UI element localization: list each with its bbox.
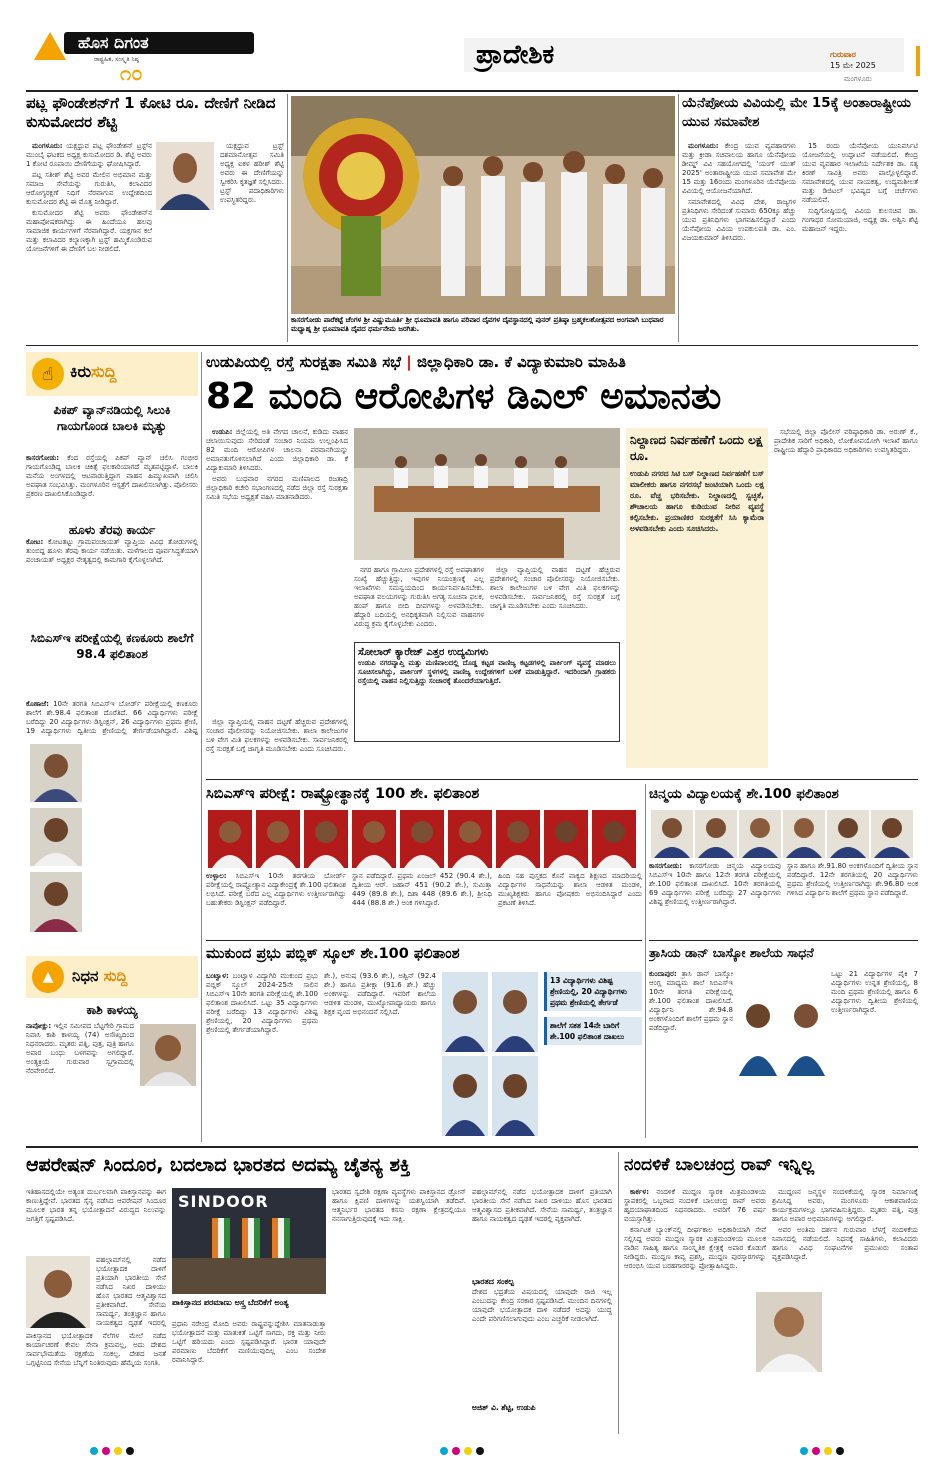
cyan-dot: [800, 1447, 808, 1455]
masthead-logo: [34, 32, 254, 85]
kirusuddi-section: [26, 352, 198, 396]
paragraph: ಸಮಾವೇಶದಲ್ಲಿ ವಿವಿಧ ದೇಶ, ರಾಜ್ಯಗಳ ಪ್ರತಿನಿಧಿಗಳು ಸೇರಿದಂತೆ ಸುಮಾರು 650ಕ್ಕೂ ಹೆಚ್ಚು ಯುವ ಪ್ರತಿನಿಧಿಗಳು ಭಾಗವಹಿಸಲಿದ್ದಾರೆ ಎಂದು ಯೆನೆಪೋಯ ವಿವಿಯ ಉಪಕುಲಪತಿ ಡಾ. ಎಂ. ವಿಜಯಕುಮಾರ್ ತಿಳಿಸಿದರು.: [682, 198, 796, 242]
brief-headline: ಹೂಳು ತೆರವು ಕಾರ್ಯ: [68, 523, 156, 537]
dateline: ಮಂಗಳೂರು:: [32, 142, 63, 150]
brief-headline: ಸಿಬಿಎಸ್‌ಇ ಪರೀಕ್ಷೆಯಲ್ಲಿ ಕಣಕೂರು ಶಾಲೆಗೆ 98.4 ಫಲಿತಾಂಶ: [30, 631, 194, 661]
student-photos: [737, 976, 827, 1096]
student-photos: [442, 972, 538, 1136]
article-operation: [26, 1152, 612, 1434]
paragraph: ದೇಶದ ಭದ್ರತೆಯ ವಿಷಯದಲ್ಲಿ ಯಾವುದೇ ರಾಜಿ ಇಲ್ಲ ಎಂಬುದನ್ನು ಕೇಂದ್ರ ಸರಕಾರ ಸ್ಪಷ್ಟಪಡಿಸಿದೆ. ಮುಂದಿನ ದಿನಗಳಲ್ಲಿ ಯಾವುದೇ ಭಯೋತ್ಪಾದಕ ದಾಳಿ ನಡೆದರೆ ಅದನ್ನು ಯುದ್ಧ ಎಂದೇ ಪರಿಗಣಿಸಲಾಗುವುದು ಎಂಬ ಎಚ್ಚರಿಕೆ ನೀಡಲಾಗಿದೆ.: [472, 1288, 612, 1323]
paragraph: ಅವರ ಅಂತಿಮ ದರ್ಶನ ಗುರುವಾರ ಬೆಳಗ್ಗೆ ನಂದಳಿಕೆಯ ನಿವಾಸದಲ್ಲಿ ನಡೆಯಲಿದೆ. ನಿಧನಕ್ಕೆ ಸಾಹಿತಿಗಳು, ಕಲಾವಿದರು ಹಾಗೂ ವಿವಿಧ ಸಂಘಟನೆಗಳ ಪ್ರಮುಖರು ಸಂತಾಪ ವ್ಯಕ್ತಪಡಿಸಿದ್ದಾರೆ.: [772, 1226, 918, 1261]
paragraph: ಕೇಂದ್ರ ಯುವ ವ್ಯವಹಾರಗಳು ಮತ್ತು ಕ್ರೀಡಾ ಸಚಿವಾಲಯ ಹಾಗೂ ಯೆನೆಪೋಯ ಡೀಮ್ಡ್ ವಿವಿ ಸಹಯೋಗದಲ್ಲಿ 'ಯಂಗ್ ಯುತ್ 2025' ಅಂತಾರಾಷ್ಟ್ರೀಯ ಯುವ ಸಮಾವೇಶ ಮೇ 15 ಮತ್ತು 16ರಂದು ಮಂಗಳೂರಿನ ಯೆನೆಪೋಯ ವಿವಿಯಲ್ಲಿ ಆಯೋಜನೆಯಾಗಿದೆ.: [682, 142, 796, 195]
brief-headline: ಪಿಕಪ್ ವ್ಯಾನ್‌ನಡಿಯಲ್ಲಿ ಸಿಲುಕಿ ಗಾಯಗೊಂಡ ಬಾಲಕಿ ಮೃತ್ಯು: [53, 403, 171, 433]
article-body-col2: [220, 142, 284, 340]
paragraph: ಸ್ಥಾನ ಹಾಗೂ ಶೇ.91.80 ಅಂಕಗಳೊಂದಿಗೆ ದ್ವಿತೀಯ ಸ್ಥಾನ ಪಡೆದಿದ್ದಾರೆ. 12ನೇ ತರಗತಿಯಲ್ಲಿ 20 ವಿದ್ಯಾರ್ಥಿಗಳು ಪ್ರಥಮ ಶ್ರೇಣಿಯಲ್ಲಿ ಉತ್ತೀರ್ಣರಾಗಿದ್ದು ಶೇ.96.80 ಅಂಕ ಗಳಿಸಿದ ವಿದ್ಯಾರ್ಥಿನಿ ಶಾಲೆಗೆ ಪ್ರಥಮ ಸ್ಥಾನ ಪಡೆದಿದ್ದಾರೆ.: [787, 862, 918, 897]
paragraph: ಜಿಲ್ಲಾ ವ್ಯಾಪ್ತಿಯಲ್ಲಿ ವಾಹನ ದಟ್ಟಣೆ ಹೆಚ್ಚಿರುವ ಪ್ರದೇಶಗಳಲ್ಲಿ ಸಂಚಾರ ಪೊಲೀಸರನ್ನು ನಿಯೋಜಿಸಬೇಕು. ಶಾಲಾ ಕಾಲೇಜುಗಳ ಬಳಿ ವೇಗ ಮಿತಿ ಫಲಕಗಳನ್ನು ಅಳವಡಿಸಬೇಕು. ಸಾರ್ವಜನಿಕರಲ್ಲಿ ರಸ್ತೆ ಸುರಕ್ಷತೆ ಬಗ್ಗೆ ಜಾಗೃತಿ ಮೂಡಿಸಬೇಕು ಎಂದು ಸೂಚಿಸಿದರು.: [490, 566, 620, 610]
paragraph: ಕರ್ನಾಟಕ ಬ್ಯಾಂಕ್‌ನಲ್ಲಿ ದೀರ್ಘಕಾಲ ಅಧಿಕಾರಿಯಾಗಿ ಸೇವೆ ಸಲ್ಲಿಸಿದ್ದ ಅವರು ಮುದ್ದಣ ಸ್ಮಾರಕ ಮಿತ್ರಮಂಡಳಿಯ ಮೂಲಕ ನಾಡಿನ ಸಾಹಿತ್ಯ ಹಾಗೂ ಸಾಂಸ್ಕೃತಿಕ ಕ್ಷೇತ್ರಕ್ಕೆ ಅಪಾರ ಕೊಡುಗೆ ನೀಡಿದ್ದರು. ಮುದ್ದಣ ಕಾವ್ಯ ಪ್ರಶಸ್ತಿ, ಮುದ್ದಣ ಪುರಸ್ಕಾರಗಳನ್ನು ಆರಂಭಿಸಿ ಯುವ ಬರಹಗಾರರನ್ನು ಪ್ರೋತ್ಸಾಹಿಸಿದ್ದರು.: [624, 1226, 766, 1270]
paragraph: ಯಕ್ಷಧ್ರುವ ಟ್ರಸ್ಟ್ ದಶಮಾನೋತ್ಸವ ಸಮಿತಿ ಅಧ್ಯಕ್ಷ ಐಕಳ ಹರೀಶ್ ಶೆಟ್ಟಿ ಅವರು ಈ ದೇಣಿಗೆಯನ್ನು ಸ್ವೀಕರಿಸಿ ಕೃತಜ್ಞತೆ ಸಲ್ಲಿಸಿದರು. ಟ್ರಸ್ಟ್ ಪದಾಧಿಕಾರಿಗಳು ಉಪಸ್ಥಿತರಿದ್ದರು.: [220, 142, 284, 204]
student-photos: [649, 810, 918, 858]
headline: ಮುಕುಂದ ಪ್ರಭು ಪಬ್ಲಿಕ್ ಸ್ಕೂಲ್ ಶೇ.100 ಫಲಿತಾಂಶ: [206, 946, 460, 962]
brief-body: ಕೋಟತಟ್ಟು ಗ್ರಾಮಪಂಚಾಯತ್ ವ್ಯಾಪ್ತಿಯ ವಿವಿಧ ತೋಡುಗಳಲ್ಲಿ ತುಂಬಿದ್ದ ಹೂಳು ತೆರವು ಕಾರ್ಯ ನಡೆಯಿತು. ಮಳೆಗಾಲದ ಪೂರ್ವಸಿದ್ಧತೆಯಾಗಿ ಪಂಚಾಯತ್ ಅಧ್ಯಕ್ಷರ ನೇತೃತ್ವದಲ್ಲಿ ಕಾಮಗಾರಿ ಕೈಗೊಳ್ಳಲಾಗಿದೆ.: [26, 538, 198, 564]
article-rashtrotthana: [206, 784, 642, 936]
article-trasi: [649, 944, 918, 1140]
magenta-dot: [812, 1447, 820, 1455]
nidhana-section: [26, 956, 198, 998]
masthead-day: ಗುರುವಾರ: [830, 50, 856, 59]
dateline: ನಾಪೋಕ್ಲು:: [26, 1022, 52, 1030]
cyan-dot: [440, 1447, 448, 1455]
headline: ಚಿನ್ಮಯ ವಿದ್ಯಾಲಯಕ್ಕೆ ಶೇ.100 ಫಲಿತಾಂಶ: [649, 786, 839, 802]
lead-story: ಉಡುಪಿಯಲ್ಲಿ ರಸ್ತೆ ಸುರಕ್ಷತಾ ಸಮಿತಿ ಸಭೆ | ಜಿಲ್ಲಾಧಿಕಾರಿ ಡಾ. ಕೆ ವಿದ್ಯಾಕುಮಾರಿ ಮಾಹಿತಿ 82 ಮಂದಿ ಆರೋಪಿಗಳ ಡಿಎಲ್ ಅಮಾನತು ಉಡುಪಿ: ಜಿಲ್ಲೆಯಲ್ಲಿ ಅತಿ ವೇಗದ ಚಾಲನೆ, ಕುಡಿದು ವಾಹನ ಚಲಾಯಿಸುವುದು ಸೇರಿದಂತೆ ಸಂಚಾರ ನಿಯಮ ಉಲ್ಲಂಘಿಸಿದ 82 ಮಂದಿ ಆರೋಪಿಗಳ ಚಾಲನಾ ಪರವಾನಗಿಯನ್ನು ಅಮಾನತುಗೊಳಿಸಲಾಗಿದೆ ಎಂದು ಜಿಲ್ಲಾಧಿಕಾರಿ ಡಾ. ಕೆ ವಿದ್ಯಾಕುಮಾರಿ ತಿಳಿಸಿದರು. ಅವರು ಬುಧವಾರ ನಗರದ ಮಣಿಪಾಲದ ರಜತಾದ್ರಿ ಜಿಲ್ಲಾಧಿಕಾರಿ ಕಚೇರಿ ಸಭಾಂಗಣದಲ್ಲಿ ನಡೆದ ಜಿಲ್ಲಾ ರಸ್ತೆ ಸುರಕ್ಷತಾ ಸಮಿತಿ ಸಭೆಯ ಅಧ್ಯಕ್ಷತೆ ವಹಿಸಿ ಮಾತನಾಡಿದರು. ನಗರ ಹಾಗೂ ಗ್ರಾಮೀಣ ಪ್ರದೇಶಗಳಲ್ಲಿ ರಸ್ತೆ ಅಪಘಾತಗಳ ಸಂಖ್ಯೆ ಹೆಚ್ಚುತ್ತಿದ್ದು, ಇವುಗಳ ನಿಯಂತ್ರಣಕ್ಕೆ ಎಲ್ಲ ಇಲಾಖೆಗಳು ಸಮನ್ವಯದಿಂದ ಕಾರ್ಯನಿರ್ವಹಿಸಬೇಕು. ಅಪಘಾತ ವಲಯಗಳನ್ನು ಗುರುತಿಸಿ ಅಗತ್ಯ ಸೂಚನಾ ಫಲಕ, ಹಂಪ್ ಹಾಗೂ ಬೀದಿ ದೀಪಗಳನ್ನು ಅಳವಡಿಸಬೇಕು. ಹೆದ್ದಾರಿ ಬದಿಯಲ್ಲಿ ಅನಧಿಕೃತವಾಗಿ ನಿಲ್ಲಿಸುವ ವಾಹನಗಳ ವಿರುದ್ಧ ಕ್ರಮ ಕೈಗೊಳ್ಳಬೇಕು ಎಂದರು. ಜಿಲ್ಲಾ ವ್ಯಾಪ್ತಿಯಲ್ಲಿ ವಾಹನ ದಟ್ಟಣೆ ಹೆಚ್ಚಿರುವ ಪ್ರದೇಶಗಳಲ್ಲಿ ಸಂಚಾರ ಪೊಲೀಸರನ್ನು ನಿಯೋಜಿಸಬೇಕು. ಶಾಲಾ ಕಾಲೇಜುಗಳ ಬಳಿ ವೇಗ ಮಿತಿ ಫಲಕಗಳನ್ನು ಅಳವಡಿಸಬೇಕು. ಸಾರ್ವಜನಿಕರಲ್ಲಿ ರಸ್ತೆ ಸುರಕ್ಷತೆ ಬಗ್ಗೆ ಜಾಗೃತಿ ಮೂಡಿಸಬೇಕು ಎಂದು ಸೂಚಿಸಿದರು. ಸೋಲಾರ್ ಕ್ಯಾರೇಜ್ ಎತ್ತರ ಉದ್ಯಮಿಗಳು ಉಡುಪಿ ನಗರವ್ಯಾಪ್ತಿ ಮತ್ತು ಮಣಿಪಾಲದಲ್ಲಿ ದೊಡ್ಡ ಕಟ್ಟಡ ವಾಣಿಜ್ಯ ಕಟ್ಟಡಗಳಲ್ಲಿ ಪಾರ್ಕಿಂಗ್ ವ್ಯವಸ್ಥೆ ಮಾಡಲು ಸೂಚಿಸಲಾಗಿದ್ದು, ಪಾರ್ಕಿಂಗ್ ಸ್ಥಳಗಳಲ್ಲಿ ವಾಣಿಜ್ಯ ಉದ್ದೇಶಗಳಿಗೆ ಬಳಕೆ ಮಾಡುತ್ತಿದ್ದಾರೆ. ಇದರಿಂದಾಗಿ ಗ್ರಾಹಕರು ರಸ್ತೆಯಲ್ಲಿ ವಾಹನ ನಿಲ್ಲಿಸುತ್ತಿದ್ದು ಸಂಚಾರಕ್ಕೆ ತೊಂದರೆಯಾಗುತ್ತಿದೆ. ನಿಲ್ದಾಣದ ನಿರ್ವಹಣೆಗೆ ಒಂದು ಲಕ್ಷ ರೂ. ಉಡುಪಿ ನಗರದ ಸಿಟಿ ಬಸ್ ನಿಲ್ದಾಣದ ನಿರ್ವಹಣೆಗೆ ಬಸ್ ಮಾಲೀಕರು ಹಾಗೂ ನಗರಸಭೆ ಜಂಟಿಯಾಗಿ ಒಂದು ಲಕ್ಷ ರೂ. ವೆಚ್ಚ ಭರಿಸಬೇಕು. ನಿಲ್ದಾಣದಲ್ಲಿ ಸ್ವಚ್ಛತೆ, ಶೌಚಾಲಯ ಹಾಗೂ ಕುಡಿಯುವ ನೀರಿನ ವ್ಯವಸ್ಥೆ ಕಲ್ಪಿಸಬೇಕು. ಪ್ರಯಾಣಿಕರ ಸುರಕ್ಷತೆಗೆ ಸಿಸಿ ಕ್ಯಾಮೆರಾ ಅಳವಡಿಸಬೇಕು ಎಂದು ಸೂಚಿಸಿದರು. ಸಭೆಯಲ್ಲಿ ಜಿಲ್ಲಾ ಪೊಲೀಸ್ ವರಿಷ್ಠಾಧಿಕಾರಿ ಡಾ. ಅರುಣ್ ಕೆ., ಪ್ರಾದೇಶಿಕ ಸಾರಿಗೆ ಅಧಿಕಾರಿ, ಲೋಕೋಪಯೋಗಿ ಇಲಾಖೆ ಹಾಗೂ ರಾಷ್ಟ್ರೀಯ ಹೆದ್ದಾರಿ ಪ್ರಾಧಿಕಾರದ ಅಧಿಕಾರಿಗಳು ಉಪಸ್ಥಿತರಿದ್ದರು. ಜಿಲ್ಲಾ ವ್ಯಾಪ್ತಿಯಲ್ಲಿ ವಾಹನ ದಟ್ಟಣೆ ಹೆಚ್ಚಿರುವ ಪ್ರದೇಶಗಳಲ್ಲಿ ಸಂಚಾರ ಪೊಲೀಸರನ್ನು ನಿಯೋಜಿಸಬೇಕು. ಶಾಲಾ ಕಾಲೇಜುಗಳ ಬಳಿ ವೇಗ ಮಿತಿ ಫಲಕಗಳನ್ನು ಅಳವಡಿಸಬೇಕು. ಸಾರ್ವಜನಿಕರಲ್ಲಿ ರಸ್ತೆ ಸುರಕ್ಷತೆ ಬಗ್ಗೆ ಜಾಗೃತಿ ಮೂಡಿಸಬೇಕು ಎಂದು ಸೂಚಿಸಿದರು.: [206, 352, 918, 776]
article-mukunda: [206, 944, 642, 1140]
dateline: ಕಾಸರಗೋಡು:: [26, 454, 60, 462]
paragraph: ನಗರ ಹಾಗೂ ಗ್ರಾಮೀಣ ಪ್ರದೇಶಗಳಲ್ಲಿ ರಸ್ತೆ ಅಪಘಾತಗಳ ಸಂಖ್ಯೆ ಹೆಚ್ಚುತ್ತಿದ್ದು, ಇವುಗಳ ನಿಯಂತ್ರಣಕ್ಕೆ ಎಲ್ಲ ಇಲಾಖೆಗಳು ಸಮನ್ವಯದಿಂದ ಕಾರ್ಯನಿರ್ವಹಿಸಬೇಕು. ಅಪಘಾತ ವಲಯಗಳನ್ನು ಗುರುತಿಸಿ ಅಗತ್ಯ ಸೂಚನಾ ಫಲಕ, ಹಂಪ್ ಹಾಗೂ ಬೀದಿ ದೀಪಗಳನ್ನು ಅಳವಡಿಸಬೇಕು. ಹೆದ್ದಾರಿ ಬದಿಯಲ್ಲಿ ಅನಧಿಕೃತವಾಗಿ ನಿಲ್ಲಿಸುವ ವಾಹನಗಳ ವಿರುದ್ಧ ಕ್ರಮ ಕೈಗೊಳ್ಳಬೇಕು ಎಂದರು.: [354, 566, 484, 628]
dateline: ಕಾಸರಗೋಡು:: [649, 862, 683, 870]
paragraph: ಬಂಟ್ವಾಳ ವಿದ್ಯಾಗಿರಿ ಮುಕುಂದ ಪ್ರಭು ಪಬ್ಲಿಕ್ ಸ್ಕೂಲ್ 2024-25ನೇ ಸಾಲಿನ ಸಿಬಿಎಸ್‌ಇ 10ನೇ ತರಗತಿ ಪರೀಕ್ಷೆಯಲ್ಲಿ ಶೇ.100 ಫಲಿತಾಂಶ ದಾಖಲಿಸಿದೆ. ಒಟ್ಟು 35 ವಿದ್ಯಾರ್ಥಿಗಳು ಪರೀಕ್ಷೆ ಬರೆದಿದ್ದು 13 ವಿದ್ಯಾರ್ಥಿಗಳು ವಿಶಿಷ್ಟ ಶ್ರೇಣಿಯಲ್ಲಿ, 20 ವಿದ್ಯಾರ್ಥಿಗಳು ಪ್ರಥಮ ಶ್ರೇಣಿಯಲ್ಲಿ ತೇರ್ಗಡೆಯಾಗಿದ್ದಾರೆ.: [206, 972, 318, 1034]
lead-body-col3: [490, 566, 620, 636]
paragraph: ಮುದ್ದಣನ ಜನ್ಮಸ್ಥಳ ನಂದಳಿಕೆಯಲ್ಲಿ ಸ್ಮಾರಕ ನಿರ್ಮಾಣಕ್ಕೆ ಶ್ರಮಿಸಿದ್ದ ಅವರು, ಮಂಗಳೂರು ಆಕಾಶವಾಣಿಯ ಕಾರ್ಯಕ್ರಮಗಳಲ್ಲೂ ಭಾಗವಹಿಸುತ್ತಿದ್ದರು. ಮೃತರು ಪತ್ನಿ, ಪುತ್ರ ಹಾಗೂ ಅಪಾರ ಅಭಿಮಾನಿಗಳನ್ನು ಅಗಲಿದ್ದಾರೆ.: [772, 1188, 918, 1223]
student-photos: [206, 810, 642, 868]
headline: ಆಪರೇಷನ್ ಸಿಂದೂರ, ಬದಲಾದ ಭಾರತದ ಅದಮ್ಯ ಚೈತನ್ಯ ಶಕ್ತಿ: [26, 1154, 411, 1176]
paragraph: ಸ್ಥಾನ ಪಡೆದಿದ್ದಾರೆ. ಪ್ರಥಮ ಏಂಜಲ್ 452 (90.4 ಶೇ.), ದ್ವಿತೀಯ ಆರ್. ಜಹಾನ್ 451 (90.2 ಶೇ.), ಸುಮಿತ್ತಾ 449 (89.8 ಶೇ.), ದಿಶಾ 448 (89.6 ಶೇ.), ಶ್ರೀನಿಧಿ 444 (88.8 ಶೇ.) ಅಂಕ ಗಳಿಸಿದ್ದಾರೆ.: [352, 872, 492, 907]
suddi-label: ಸುದ್ದಿ: [103, 967, 128, 985]
dateline: ಕೋಟ:: [26, 538, 44, 546]
black-dot: [476, 1447, 484, 1455]
dateline: ಕೊಣಾಜೆ:: [26, 700, 49, 708]
article-body: [26, 142, 152, 340]
paragraph: ಜಿಲ್ಲೆಯಲ್ಲಿ ಅತಿ ವೇಗದ ಚಾಲನೆ, ಕುಡಿದು ವಾಹನ ಚಲಾಯಿಸುವುದು ಸೇರಿದಂತೆ ಸಂಚಾರ ನಿಯಮ ಉಲ್ಲಂಘಿಸಿದ 82 ಮಂದಿ ಆರೋಪಿಗಳ ಚಾಲನಾ ಪರವಾನಗಿಯನ್ನು ಅಮಾನತುಗೊಳಿಸಲಾಗಿದೆ ಎಂದು ಜಿಲ್ಲಾಧಿಕಾರಿ ಡಾ. ಕೆ ವಿದ್ಯಾಕುಮಾರಿ ತಿಳಿಸಿದರು.: [206, 428, 348, 472]
dateline: ಬಂಟ್ವಾಳ:: [206, 972, 229, 980]
logo-tagline: ರಾಷ್ಟ್ರಹಿತ, ಸಂಸ್ಕೃತಿ ನಿಷ್ಠ: [94, 56, 139, 63]
lead-headline: 82 ಮಂದಿ ಆರೋಪಿಗಳ ಡಿಎಲ್ ಅಮಾನತು: [206, 376, 722, 417]
paragraph: ಇತಿಹಾಸದಲ್ಲಿಯೇ ಅತ್ಯಂತ ದುರ್ಬಲವಾಗಿ ಪಾಕಿಸ್ತಾನವನ್ನು ಈಗ ಕಾಣುತ್ತಿದ್ದೇವೆ. ಭಾರತದ ಸೈನ್ಯ ನಡೆಸಿದ ಆಪರೇಷನ್ ಸಿಂದೂರ ಮೂಲಕ ಭಾರತ ತನ್ನ ಭಯೋತ್ಪಾದನೆ ವಿರುದ್ಧದ ನಿಲುವನ್ನು ಜಗತ್ತಿಗೆ ಸ್ಪಷ್ಟಪಡಿಸಿದೆ.: [26, 1188, 166, 1223]
paragraph: ಭಾರತದ ಸ್ವದೇಶಿ ರಕ್ಷಣಾ ವ್ಯವಸ್ಥೆಗಳು ಪಾಕಿಸ್ತಾನದ ಡ್ರೋನ್ ಹಾಗೂ ಕ್ಷಿಪಣಿ ದಾಳಿಗಳನ್ನು ಯಶಸ್ವಿಯಾಗಿ ತಡೆದಿವೆ. ಆತ್ಮನಿರ್ಭರ ಭಾರತದ ಕನಸು ರಕ್ಷಣಾ ಕ್ಷೇತ್ರದಲ್ಲಿಯೂ ನನಸಾಗುತ್ತಿರುವುದಕ್ಕೆ ಇದು ಸಾಕ್ಷಿ.: [332, 1188, 466, 1223]
headline: ಯೆನೆಪೋಯ ವಿವಿಯಲ್ಲಿ ಮೇ 15ಕ್ಕೆ ಅಂತಾರಾಷ್ಟ್ರೀಯ ಯುವ ಸಮಾವೇಶ: [682, 95, 911, 130]
article-yenepoya: [682, 94, 918, 342]
article-body: [682, 142, 796, 340]
cyan-dot: [90, 1447, 98, 1455]
black-dot: [836, 1447, 844, 1455]
highlights-box: [544, 972, 642, 1136]
lead-kicker: ಉಡುಪಿಯಲ್ಲಿ ರಸ್ತೆ ಸುರಕ್ಷತಾ ಸಮಿತಿ ಸಭೆ: [206, 353, 402, 371]
brief-body: 10ನೇ ತರಗತಿ ಸಿಬಿಎಸ್‌ಇ ಬೋರ್ಡ್ ಪರೀಕ್ಷೆಯಲ್ಲಿ ಕಣಕೂರು ಶಾಲೆಗೆ ಶೇ.98.4 ಫಲಿತಾಂಶ ದೊರೆತಿದೆ. 66 ವಿದ್ಯಾರ್ಥಿಗಳು ಪರೀಕ್ಷೆ ಬರೆದಿದ್ದು 20 ವಿದ್ಯಾರ್ಥಿಗಳು ಡಿಸ್ಟಿಂಕ್ಷನ್, 26 ವಿದ್ಯಾರ್ಥಿಗಳು ಪ್ರಥಮ ಶ್ರೇಣಿ, 19 ವಿದ್ಯಾರ್ಥಿಗಳು ದ್ವಿತೀಯ ಶ್ರೇಣಿಯಲ್ಲಿ ತೇರ್ಗಡೆಯಾಗಿದ್ದಾರೆ. ವಿಶಿಷ್ಟ: [26, 700, 198, 735]
paragraph: ಪ್ರಧಾನಿ ನರೇಂದ್ರ ಮೋದಿ ಅವರು ರಾಷ್ಟ್ರವನ್ನುದ್ದೇಶಿಸಿ ಮಾತನಾಡುತ್ತಾ ಭಯೋತ್ಪಾದನೆ ಮತ್ತು ಮಾತುಕತೆ ಒಟ್ಟಿಗೆ ಸಾಗದು, ರಕ್ತ ಮತ್ತು ನೀರು ಒಟ್ಟಿಗೆ ಹರಿಯದು ಎಂದು ಸ್ಪಷ್ಟಪಡಿಸಿದ್ದಾರೆ. ಭಾರತ ಯಾವುದೇ ಪರಮಾಣು ಬೆದರಿಕೆಗೆ ಮಣಿಯುವುದಿಲ್ಲ ಎಂಬ ಸಂದೇಶ ರವಾನಿಸಿದ್ದಾರೆ.: [172, 1320, 326, 1364]
flame-icon: [34, 32, 66, 60]
paragraph: ಯಕ್ಷಧ್ರುವ ಪಟ್ಲ ಫೌಂಡೇಶನ್ ಟ್ರಸ್ಟ್‌ನ ಮುಂಬೈ ಘಟಕದ ಅಧ್ಯಕ್ಷ ಕುಸುಮೋದರ ಡಿ. ಶೆಟ್ಟಿ ಅವರು 1 ಕೋಟಿ ರೂಪಾಯಿ ದೇಣಿಗೆಯನ್ನು ಘೋಷಿಸಿದ್ದಾರೆ.: [26, 142, 152, 168]
suddi-label: ಸುದ್ದಿ: [91, 362, 117, 381]
lead-kicker-sub: ಜಿಲ್ಲಾಧಿಕಾರಿ ಡಾ. ಕೆ ವಿದ್ಯಾಕುಮಾರಿ ಮಾಹಿತಿ: [416, 353, 626, 371]
brief-body: ಕೆಂದ ರಸ್ತೆಯಲ್ಲಿ ಪಿಕಪ್ ವ್ಯಾನ್ ಚಲಿಸಿ ಗಂಭೀರ ಗಾಯಗೊಂಡಿದ್ದ ಬಾಲಕಿ ಚಿಕಿತ್ಸೆ ಫಲಕಾರಿಯಾಗದೆ ಮೃತಪಟ್ಟಿದ್ದಾಳೆ. ಬಾಲಕಿ ಮನೆಯ ಅಂಗಳದಲ್ಲಿ ಆಟವಾಡುತ್ತಿದ್ದಾಗ ವಾಹನ ಹಿಮ್ಮುಖವಾಗಿ ಚಲಿಸಿ ಅಪಘಾತ ಸಂಭವಿಸಿತ್ತು. ಮಂಗಳೂರಿನ ಆಸ್ಪತ್ರೆಗೆ ದಾಖಲಿಸಲಾಗಿತ್ತು. ಪೊಲೀಸರು ಪ್ರಕರಣ ದಾಖಲಿಸಿಕೊಂಡಿದ್ದಾರೆ.: [26, 454, 198, 498]
main-photo: [291, 96, 675, 314]
paragraph: ಪಹಲ್ಗಾಮ್‌ನಲ್ಲಿ ನಡೆದ ಭಯೋತ್ಪಾದಕ ದಾಳಿಗೆ ಪ್ರತಿಯಾಗಿ ಭಾರತೀಯ ಸೇನೆ ನಡೆಸಿದ ನಿಖರ ದಾಳಿಯು ಹೊಸ ಭಾರತದ ಆತ್ಮವಿಶ್ವಾಸದ ಪ್ರತೀಕವಾಗಿದೆ. ಸೇನೆಯ ಸಾಮರ್ಥ್ಯ, ತಂತ್ರಜ್ಞಾನ ಹಾಗೂ ನಾಯಕತ್ವದ ದೃಢತೆ ಇದರಲ್ಲಿ ವ್ಯಕ್ತವಾಗಿದೆ.: [472, 1188, 612, 1223]
registration-marks-center: [440, 1440, 488, 1459]
info-box: [354, 642, 620, 742]
headline: ಸಿಬಿಎಸ್‌ಇ ಪರೀಕ್ಷೆ: ರಾಷ್ಟ್ರೋತ್ಥಾನಕ್ಕೆ 100 ಶೇ. ಫಲಿತಾಂಶ: [206, 786, 480, 802]
article-chinmaya: [649, 784, 918, 936]
paragraph: ಪಾಕಿಸ್ತಾನದ ಭಯೋತ್ಪಾದಕ ನೆಲೆಗಳ ಮೇಲೆ ನಡೆದ ಕಾರ್ಯಾಚರಣೆ ಕೇವಲ ಸೇನಾ ಕ್ರಮವಲ್ಲ, ಅದು ದೇಶದ ಸಾರ್ವಭೌಮತೆಯ ರಕ್ಷಣೆಯ ಸಂಕಲ್ಪ. ದೇಶದ ಜನತೆ ಒಗ್ಗಟ್ಟಿನಿಂದ ಸೇನೆಯ ಬೆನ್ನಿಗೆ ನಿಂತಿರುವುದು ಹೆಮ್ಮೆಯ ಸಂಗತಿ.: [26, 1332, 166, 1367]
paragraph: 15 ರಂದು ಯೆನೆಪೋಯ ಯುನಿವರ್ಸಿಟಿ ಯೋಜನೆಯಲ್ಲಿ ಉದ್ಘಾಟನೆ ನಡೆಯಲಿದೆ. ಕೇಂದ್ರ ಯುವ ವ್ಯವಹಾರ ಇಲಾಖೆಯ ನಿರ್ದೇಶಕ ಡಾ. ಸತ್ಯ ಕಿರಣ್ ಸಾವಿತ್ರಿ ಅವರು ಪಾಲ್ಗೊಳ್ಳಲಿದ್ದಾರೆ. ಸಮಾವೇಶದಲ್ಲಿ ಯುವ ನಾಯಕತ್ವ, ಉದ್ಯಮಶೀಲತೆ ಮತ್ತು ಡಿಜಿಟಲ್ ಭವಿಷ್ಯದ ಬಗ್ಗೆ ಚರ್ಚೆಗಳು ನಡೆಯಲಿವೆ.: [802, 142, 918, 204]
dateline: ಉಡುಪಿ:: [212, 428, 233, 436]
nidhana-label: ನಿಧನ: [72, 967, 99, 985]
author-photo: [26, 1256, 90, 1328]
paragraph: ಸುದ್ದಿಗೋಷ್ಠಿಯಲ್ಲಿ ವಿವಿಯ ಕುಲಸಚಿವ ಡಾ. ಗಂಗಾಧರ ಸೋಮಯಾಜಿ, ಅಧ್ಯಕ್ಷ ಡಾ. ಅಶ್ವಿನಿ ಶೆಟ್ಟಿ ಮಹಾಜನ್ ಇದ್ದರು.: [802, 207, 918, 233]
magenta-dot: [452, 1447, 460, 1455]
lead-body-col5: [774, 428, 918, 768]
paragraph: ನಂದಳಿಕೆ ಮುದ್ದಣ ಸ್ಮಾರಕ ಮಿತ್ರಮಂಡಳಿಯ ಸ್ಥಾಪಕರಲ್ಲಿ ಒಬ್ಬರಾದ ನಂದಳಿಕೆ ಬಾಲಚಂದ್ರ ರಾವ್ ಅವರು ಹೃದಯಾಘಾತದಿಂದ ನಿಧನರಾದರು. ಅವರಿಗೆ 76 ವರ್ಷ ವಯಸ್ಸಾಗಿತ್ತು.: [624, 1188, 766, 1223]
paragraph: ಸಭೆಯಲ್ಲಿ ಜಿಲ್ಲಾ ಪೊಲೀಸ್ ವರಿಷ್ಠಾಧಿಕಾರಿ ಡಾ. ಅರುಣ್ ಕೆ., ಪ್ರಾದೇಶಿಕ ಸಾರಿಗೆ ಅಧಿಕಾರಿ, ಲೋಕೋಪಯೋಗಿ ಇಲಾಖೆ ಹಾಗೂ ರಾಷ್ಟ್ರೀಯ ಹೆದ್ದಾರಿ ಪ್ರಾಧಿಕಾರದ ಅಧಿಕಾರಿಗಳು ಉಪಸ್ಥಿತರಿದ್ದರು.: [774, 428, 918, 454]
photo-caption: ಕಾಸರಗೋಡು ಪಾರೆಕಟ್ಟೆ ಚೆಂಗಳ ಶ್ರೀ ವಿಷ್ಣುಮೂರ್ತಿ ಶ್ರೀ ಧೂಮಾವತಿ ಹಾಗೂ ಪರಿವಾರ ದೈವಗಳ ದೈವಸ್ಥಾನದಲ್ಲಿ ಪುನರ್ ಪ್ರತಿಷ್ಠಾ ಬ್ರಹ್ಮಕಲಶೋತ್ಸವದ ಅಂಗವಾಗಿ ಬುಧವಾರ ಮಧ್ಯಾಹ್ನ ಶ್ರೀ ಧೂಮಾವತಿ ದೈವದ ಧರ್ಮನೇಮ ಜರಗಿತು.: [291, 316, 664, 333]
masthead-date: 15 ಮೇ 2025: [830, 61, 876, 70]
highlight-text: 13 ವಿದ್ಯಾರ್ಥಿಗಳು ವಿಶಿಷ್ಟ ಶ್ರೇಣಿಯಲ್ಲಿ, 20 ವಿದ್ಯಾರ್ಥಿಗಳು ಪ್ರಥಮ ಶ್ರೇಣಿಯಲ್ಲಿ ತೇರ್ಗಡೆ: [550, 976, 628, 1007]
registration-marks-right: [800, 1440, 848, 1459]
yellow-dot: [464, 1447, 472, 1455]
paragraph: ಒಟ್ಟು 21 ವಿದ್ಯಾರ್ಥಿಗಳ ಪೈಕಿ 7 ವಿದ್ಯಾರ್ಥಿಗಳು ಉನ್ನತ ಶ್ರೇಣಿಯಲ್ಲಿ, 8 ಮಂದಿ ಪ್ರಥಮ ಶ್ರೇಣಿಯಲ್ಲಿ ಹಾಗೂ 6 ವಿದ್ಯಾರ್ಥಿಗಳು ದ್ವಿತೀಯ ಶ್ರೇಣಿಯಲ್ಲಿ ಉತ್ತೀರ್ಣರಾಗಿದ್ದಾರೆ.: [831, 970, 918, 1014]
brief-item: [26, 402, 198, 572]
headline: ತ್ರಾಸಿಯ ಡಾನ್ ಬಾಸ್ಕೋ ಶಾಲೆಯ ಸಾಧನೆ: [649, 945, 814, 960]
page-number: ೧೦: [120, 61, 143, 85]
paragraph: ತ್ರಾಸಿ ಡಾನ್ ಬಾಸ್ಕೋ ಆಂಗ್ಲ ಮಾಧ್ಯಮ ಶಾಲೆ ಸಿಬಿಎಸ್‌ಇ 10ನೇ ತರಗತಿ ಪರೀಕ್ಷೆಯಲ್ಲಿ ಶೇ.100 ಫಲಿತಾಂಶ ದಾಖಲಿಸಿದೆ. ವಿದ್ಯಾರ್ಥಿನಿ ಶೇ.94.8 ಅಂಕಗಳೊಂದಿಗೆ ಶಾಲೆಗೆ ಪ್ರಥಮ ಸ್ಥಾನ ಪಡೆದಿದ್ದಾರೆ.: [649, 970, 733, 1032]
lead-body-bottom: [206, 718, 348, 768]
registration-marks-left: [90, 1440, 138, 1459]
meeting-photo: [354, 428, 620, 560]
article-body-col2: [802, 142, 918, 340]
side-body: ಉಡುಪಿ ನಗರದ ಸಿಟಿ ಬಸ್ ನಿಲ್ದಾಣದ ನಿರ್ವಹಣೆಗೆ ಬಸ್ ಮಾಲೀಕರು ಹಾಗೂ ನಗರಸಭೆ ಜಂಟಿಯಾಗಿ ಒಂದು ಲಕ್ಷ ರೂ. ವೆಚ್ಚ ಭರಿಸಬೇಕು. ನಿಲ್ದಾಣದಲ್ಲಿ ಸ್ವಚ್ಛತೆ, ಶೌಚಾಲಯ ಹಾಗೂ ಕುಡಿಯುವ ನೀರಿನ ವ್ಯವಸ್ಥೆ ಕಲ್ಪಿಸಬೇಕು. ಪ್ರಯಾಣಿಕರ ಸುರಕ್ಷತೆಗೆ ಸಿಸಿ ಕ್ಯಾಮೆರಾ ಅಳವಡಿಸಬೇಕು ಎಂದು ಸೂಚಿಸಿದರು.: [630, 469, 764, 533]
article-patla: [26, 94, 284, 342]
paragraph: ಕುಸುಮೋದರ ಶೆಟ್ಟಿ ಅವರು ಫೌಂಡೇಶನ್‌ನ ಮಹಾಪೋಷಕರಾಗಿದ್ದು ಈ ಹಿಂದೆಯೂ ಹಲವು ಸಾಮಾಜಿಕ ಕಾರ್ಯಗಳಿಗೆ ನೆರವಾಗಿದ್ದಾರೆ. ಯಕ್ಷಗಾನ ಕಲೆ ಮತ್ತು ಕಲಾವಿದರ ಕಲ್ಯಾಣಕ್ಕಾಗಿ ಟ್ರಸ್ಟ್ ಹಮ್ಮಿಕೊಂಡಿರುವ ಯೋಜನೆಗಳಿಗೆ ಈ ದೇಣಿಗೆ ಬಲ ನೀಡಲಿದೆ.: [26, 209, 152, 253]
side-box: [626, 428, 768, 768]
black-dot: [126, 1447, 134, 1455]
student-photos: [26, 740, 86, 940]
portrait-photo: [156, 142, 214, 210]
paragraph: ಕಾಸರಗೋಡು ಚಿನ್ಮಯ ವಿದ್ಯಾಲಯವು ಸಿಬಿಎಸ್‌ಇ 10ನೇ ಹಾಗೂ 12ನೇ ತರಗತಿ ಪರೀಕ್ಷೆಯಲ್ಲಿ ಶೇ.100 ಫಲಿತಾಂಶ ದಾಖಲಿಸಿದೆ. 10ನೇ ತರಗತಿಯಲ್ಲಿ 69 ವಿದ್ಯಾರ್ಥಿಗಳು ಪರೀಕ್ಷೆ ಬರೆದಿದ್ದು 27 ವಿದ್ಯಾರ್ಥಿಗಳು ವಿಶಿಷ್ಟ ಶ್ರೇಣಿಯಲ್ಲಿ ಉತ್ತೀರ್ಣರಾಗಿದ್ದಾರೆ.: [649, 862, 781, 906]
paragraph: ಪಟ್ಲ ಸತೀಶ್ ಶೆಟ್ಟಿ ಅವರ ಮೇಲಿನ ಅಭಿಮಾನ ಮತ್ತು ಸಮಾಜ ಸೇವೆಯನ್ನು ಗುರುತಿಸಿ, ಕಲಾವಿದರ ಆರೋಗ್ಯರಕ್ಷಣೆ ನಿಧಿಗೆ ನೆರವಾಗುವ ಉದ್ದೇಶದಿಂದ ಕುಸುಮೋದರ ಶೆಟ್ಟಿ ಈ ಮೊತ್ತ ನೀಡಿದ್ದಾರೆ.: [26, 171, 152, 206]
kiru-label: ಕಿರು: [70, 362, 92, 381]
paragraph: ಜಿಲ್ಲಾ ವ್ಯಾಪ್ತಿಯಲ್ಲಿ ವಾಹನ ದಟ್ಟಣೆ ಹೆಚ್ಚಿರುವ ಪ್ರದೇಶಗಳಲ್ಲಿ ಸಂಚಾರ ಪೊಲೀಸರನ್ನು ನಿಯೋಜಿಸಬೇಕು. ಶಾಲಾ ಕಾಲೇಜುಗಳ ಬಳಿ ವೇಗ ಮಿತಿ ಫಲಕಗಳನ್ನು ಅಳವಡಿಸಬೇಕು. ಸಾರ್ವಜನಿಕರಲ್ಲಿ ರಸ್ತೆ ಸುರಕ್ಷತೆ ಬಗ್ಗೆ ಜಾಗೃತಿ ಮೂಡಿಸಬೇಕು ಎಂದು ಸೂಚಿಸಿದರು.: [206, 718, 348, 753]
subhead: ಭಾರತದ ಸಂಕಲ್ಪ: [472, 1277, 514, 1286]
obituary: [26, 1002, 198, 1142]
yellow-dot: [824, 1447, 832, 1455]
section-title: ಪ್ರಾದೇಶಿಕ: [476, 40, 555, 70]
flame-icon: ▲: [32, 961, 64, 993]
headline: ಪಟ್ಲ ಫೌಂಡೇಶನ್‌ಗೆ 1 ಕೋಟಿ ರೂ. ದೇಣಿಗೆ ನೀಡಿದ ಕುಸುಮೋದರ ಶೆಟ್ಟಿ: [26, 94, 276, 131]
side-headline: ನಿಲ್ದಾಣದ ನಿರ್ವಹಣೆಗೆ ಒಂದು ಲಕ್ಷ ರೂ.: [630, 433, 763, 463]
paragraph: ಪಹಲ್ಗಾಮ್‌ನಲ್ಲಿ ನಡೆದ ಭಯೋತ್ಪಾದಕ ದಾಳಿಗೆ ಪ್ರತಿಯಾಗಿ ಭಾರತೀಯ ಸೇನೆ ನಡೆಸಿದ ನಿಖರ ದಾಳಿಯು ಹೊಸ ಭಾರತದ ಆತ್ಮವಿಶ್ವಾಸದ ಪ್ರತೀಕವಾಗಿದೆ. ಸೇನೆಯ ಸಾಮರ್ಥ್ಯ, ತಂತ್ರಜ್ಞಾನ ಹಾಗೂ ನಾಯಕತ್ವದ ದೃಢತೆ ಇದರಲ್ಲಿ: [96, 1256, 166, 1327]
author-byline: ಅಜಿತ್ ವಿ. ಶೆಟ್ಟಿ, ಉಡುಪಿ: [472, 1403, 536, 1412]
paragraph: ಹಿಂದಿ ಸಹ ಪುಸ್ತಕದ ಕೊನೆ ವಾಕ್ಯದ ಶಿಕ್ಷಣದ ಮಾದರಿಯಲ್ಲಿ ವಿದ್ಯಾರ್ಥಿಗಳ ಸಾಧನೆಯನ್ನು ಶಾಲಾ ಆಡಳಿತ ಮಂಡಳಿ, ಮುಖ್ಯಶಿಕ್ಷಕರು ಹಾಗೂ ಪೋಷಕರು ಅಭಿನಂದಿಸಿದ್ದಾರೆ ಎಂದು ಪ್ರಕಟಣೆ ತಿಳಿಸಿದೆ.: [498, 872, 642, 907]
obituary-photo: [140, 1024, 196, 1086]
highlight-text: ಶಾಲೆಗೆ ಸತತ 14ನೇ ಬಾರಿಗೆ ಶೇ.100 ಫಲಿತಾಂಶ ದಾಖಲು: [550, 1021, 625, 1041]
dateline: ಮಂಗಳೂರು:: [688, 142, 719, 150]
paragraph: ಸಿಬಿಎಸ್‌ಇ 10ನೇ ತರಗತಿಯ ಬೋರ್ಡ್ ಪರೀಕ್ಷೆಯಲ್ಲಿ ರಾಷ್ಟ್ರೋತ್ಥಾನ ವಿದ್ಯಾಕೇಂದ್ರಕ್ಕೆ ಶೇ.100 ಫಲಿತಾಂಶ ಲಭಿಸಿದೆ. ಪರೀಕ್ಷೆ ಬರೆದ ಎಲ್ಲ ವಿದ್ಯಾರ್ಥಿಗಳು ಉತ್ತೀರ್ಣರಾಗಿದ್ದು ಬಹುತೇಕರು ಡಿಸ್ಟಿಂಕ್ಷನ್ ಪಡೆದಿದ್ದಾರೆ.: [206, 872, 346, 907]
brief-item: [26, 630, 198, 950]
lead-body-col1: [206, 428, 348, 712]
obituary-body: ಇಲ್ಲಿನ ಸಮೀಪದ ಬೆಟ್ಟಗೇರಿ ಗ್ರಾಮದ ನಿವಾಸಿ ಕಾಶಿ ಕಾಳಯ್ಯ (74) ಅಸೌಖ್ಯದಿಂದ ನಿಧನರಾದರು. ಮೃತರು ಪತ್ನಿ, ಪುತ್ರ, ಪುತ್ರಿ ಹಾಗೂ ಅಪಾರ ಬಂಧು ಬಳಗವನ್ನು ಅಗಲಿದ್ದಾರೆ. ಅಂತ್ಯಕ್ರಿಯೆ ಗುರುವಾರ ಸ್ವಗ್ರಾಮದಲ್ಲಿ ನೆರವೇರಲಿದೆ.: [26, 1022, 134, 1075]
masthead-edition: ಮಂಗಳೂರು: [844, 75, 872, 83]
photo-label: SINDOOR: [178, 1192, 269, 1211]
highlight-item: [544, 1017, 642, 1045]
box-headline: ಸೋಲಾರ್ ಕ್ಯಾರೇಜ್ ಎತ್ತರ ಉದ್ಯಮಿಗಳು: [358, 647, 489, 658]
masthead: [24, 28, 921, 88]
dateline: ಉಳ್ಳಾಲ:: [206, 872, 227, 880]
article-nandalike: [624, 1152, 918, 1434]
yellow-dot: [114, 1447, 122, 1455]
dateline: ಕುಂದಾಪುರ:: [649, 970, 677, 978]
highlight-item: [544, 972, 642, 1011]
obituary-name: ಕಾಶಿ ಕಾಳಯ್ಯ: [86, 1003, 138, 1017]
box-body: ಉಡುಪಿ ನಗರವ್ಯಾಪ್ತಿ ಮತ್ತು ಮಣಿಪಾಲದಲ್ಲಿ ದೊಡ್ಡ ಕಟ್ಟಡ ವಾಣಿಜ್ಯ ಕಟ್ಟಡಗಳಲ್ಲಿ ಪಾರ್ಕಿಂಗ್ ವ್ಯವಸ್ಥೆ ಮಾಡಲು ಸೂಚಿಸಲಾಗಿದ್ದು, ಪಾರ್ಕಿಂಗ್ ಸ್ಥಳಗಳಲ್ಲಿ ವಾಣಿಜ್ಯ ಉದ್ದೇಶಗಳಿಗೆ ಬಳಕೆ ಮಾಡುತ್ತಿದ್ದಾರೆ. ಇದರಿಂದಾಗಿ ಗ್ರಾಹಕರು ರಸ್ತೆಯಲ್ಲಿ ವಾಹನ ನಿಲ್ಲಿಸುತ್ತಿದ್ದು ಸಂಚಾರಕ್ಕೆ ತೊಂದರೆಯಾಗುತ್ತಿದೆ.: [358, 659, 616, 685]
paragraph: ಅವರು ಬುಧವಾರ ನಗರದ ಮಣಿಪಾಲದ ರಜತಾದ್ರಿ ಜಿಲ್ಲಾಧಿಕಾರಿ ಕಚೇರಿ ಸಭಾಂಗಣದಲ್ಲಿ ನಡೆದ ಜಿಲ್ಲಾ ರಸ್ತೆ ಸುರಕ್ಷತಾ ಸಮಿತಿ ಸಭೆಯ ಅಧ್ಯಕ್ಷತೆ ವಹಿಸಿ ಮಾತನಾಡಿದರು.: [206, 475, 348, 501]
sindoor-photo: [172, 1188, 326, 1294]
headline: ನಂದಳಿಕೆ ಬಾಲಚಂದ್ರ ರಾವ್ ಇನ್ನಿಲ್ಲ: [624, 1155, 815, 1175]
subhead: ಪಾಕಿಸ್ತಾನದ ಪರಮಾಣು ಅಸ್ತ್ರ ಬೆದರಿಕೆಗೆ ಅಂತ್ಯ: [172, 1298, 289, 1307]
magenta-dot: [102, 1447, 110, 1455]
hand-pointing-icon: ☝: [32, 358, 64, 390]
lead-body-col2: [354, 566, 484, 636]
logo-text: ಹೊಸ ದಿಗಂತ: [78, 33, 149, 52]
paragraph: ಶೇ.), ಅನುಷ (93.6 ಶೇ.), ಅಶ್ವಿನ್ (92.4 ಶೇ.) ಹಾಗೂ ಪ್ರತೀಕ್ಷಾ (91.6 ಶೇ.) ಹೆಚ್ಚು ಅಂಕಗಳನ್ನು ಪಡೆದಿದ್ದಾರೆ. ಇವರಿಗೆ ಶಾಲೆಯ ಆಡಳಿತ ಮಂಡಳಿ, ಮುಖ್ಯೋಪಾಧ್ಯಾಯರು ಹಾಗೂ ಶಿಕ್ಷಕ ವೃಂದ ಅಭಿನಂದನೆ ಸಲ್ಲಿಸಿದೆ.: [324, 972, 436, 1016]
dateline: ಕಾರ್ಕಳ:: [630, 1188, 649, 1196]
